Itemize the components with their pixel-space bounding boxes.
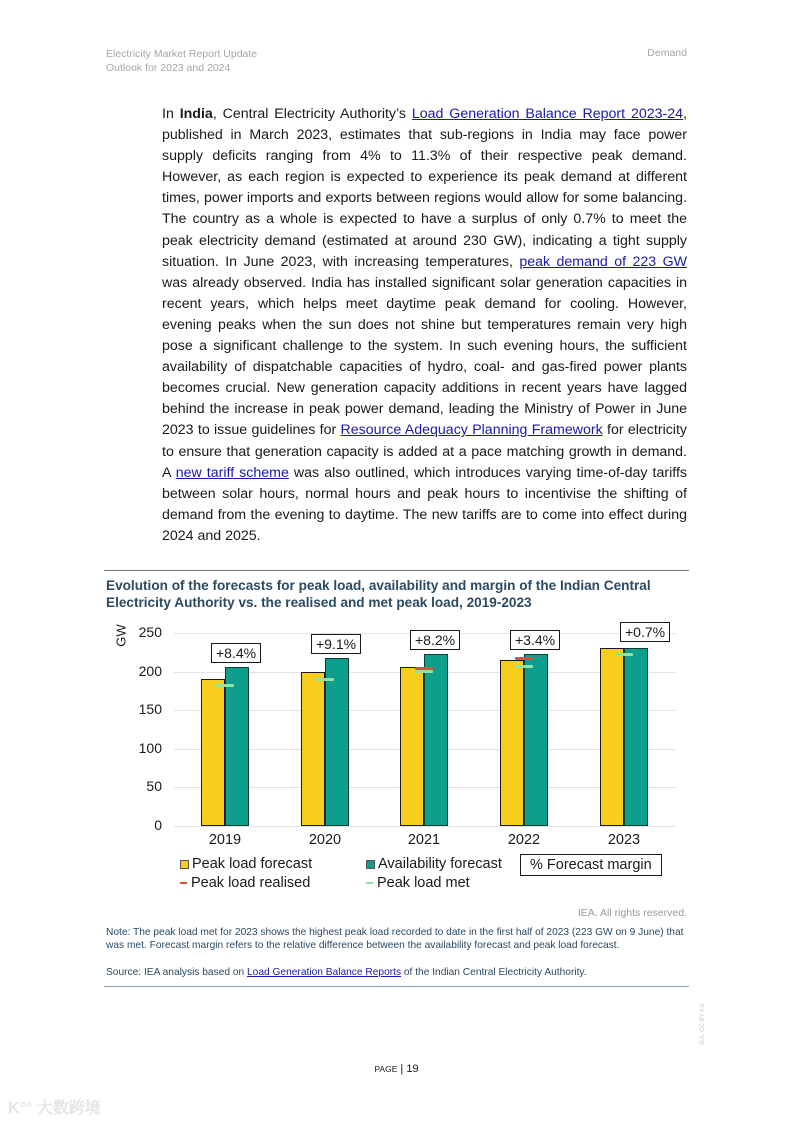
bar-availability-forecast <box>225 667 249 826</box>
license-text: IEA. CC BY 4.0. <box>700 1002 706 1045</box>
text: of the Indian Central Electricity Authority. <box>401 967 587 978</box>
link-tariff-scheme[interactable]: new tariff scheme <box>175 464 289 481</box>
bar-availability-forecast <box>424 654 448 826</box>
figure-title: Evolution of the forecasts for peak load, availability and margin of the Indian Central Electricity Authority vs. the realised and met peak load, 2019-2023 <box>106 578 651 610</box>
figure-bottom-rule <box>104 986 689 987</box>
report-subtitle: Outlook for 2023 and 2024 <box>106 62 231 74</box>
legend-peak-load-forecast <box>180 856 312 872</box>
gridline <box>174 826 676 827</box>
bar-availability-forecast <box>325 658 349 826</box>
legend-line-red <box>180 882 187 884</box>
x-tick-label: 2023 <box>607 832 641 848</box>
watermark: K°° 大数跨境 <box>8 1100 101 1117</box>
x-tick-label: 2022 <box>507 832 541 848</box>
bar-chart <box>104 618 694 898</box>
legend-label: Peak load met <box>377 875 470 891</box>
marker-peak-load-met <box>515 665 533 668</box>
x-tick-label: 2021 <box>407 832 441 848</box>
bar-peak-load-forecast <box>500 660 524 826</box>
y-tick-label: 150 <box>138 701 162 718</box>
text: , Central Electricity Authority’s <box>212 106 412 122</box>
page-number-value: 19 <box>406 1063 419 1075</box>
y-tick-label: 50 <box>146 778 162 795</box>
body-paragraph <box>162 104 687 547</box>
forecast-margin-label: +0.7% <box>620 622 670 642</box>
x-tick-label: 2020 <box>308 832 342 848</box>
text: In <box>162 106 180 122</box>
text: was also outlined, which introduces varying time-of-day tariffs between solar hours, normal hours and peak hours to incentivise the shifting of demand from the evening to daytime. The new tariffs are to come into effect during 2024 and 2025. <box>162 464 687 544</box>
text: was already observed. India has installed significant solar generation capacities in recent years, which helps meet daytime peak demand for cooling. However, evening peaks when the sun does not shine but temperatures remain very high pose a significant challenge to the system. In such evening hours, the sufficient availability of dispatchable capacities of hydro, coal- and gas-fired power plants becomes crucial. New generation capacity additions in recent years have lagged behind the increase in peak power demand, leading the Ministry of Power in June 2023 to issue guidelines for <box>162 274 687 439</box>
y-tick-label: 100 <box>138 739 162 756</box>
marker-peak-load-met <box>615 653 633 656</box>
y-tick-label: 0 <box>154 817 162 833</box>
y-axis-label: GW <box>113 624 129 647</box>
running-header <box>106 47 257 75</box>
text: for electricity to ensure that generation capacity is added at a pace matching growth in demand. A <box>162 422 687 481</box>
bar-peak-load-forecast <box>201 679 225 826</box>
legend-label: Peak load realised <box>191 875 311 891</box>
legend-swatch-teal <box>366 860 375 869</box>
rights-notice: IEA. All rights reserved. <box>577 907 687 919</box>
page-label: PAGE <box>374 1064 398 1074</box>
section-name: Demand <box>647 47 687 59</box>
bar-availability-forecast <box>524 654 548 826</box>
x-tick-label: 2019 <box>208 832 242 848</box>
figure-note: Note: The peak load met for 2023 shows the highest peak load recorded to date in the first half of 2023 (223 GW on 9 June) that was met. Forecast margin refers to the relative difference between the availability forecast and peak load forecast. <box>106 927 684 951</box>
legend-forecast-margin: % Forecast margin <box>520 854 662 876</box>
forecast-margin-label: +8.4% <box>211 643 261 663</box>
bar-peak-load-forecast <box>301 672 325 826</box>
legend-peak-load-realised <box>180 875 310 891</box>
link-peak-demand[interactable]: peak demand of 223 GW <box>519 253 688 270</box>
link-lgbr-reports[interactable]: Load Generation Balance Reports <box>247 967 402 978</box>
figure-source <box>106 967 691 980</box>
report-title: Electricity Market Report Update <box>106 48 258 60</box>
figure-top-rule <box>104 570 689 571</box>
legend-availability-forecast <box>366 856 502 872</box>
legend-swatch-yellow <box>180 860 189 869</box>
legend-label: Peak load forecast <box>192 856 313 872</box>
marker-peak-load-met <box>415 670 433 673</box>
bar-availability-forecast <box>624 648 648 826</box>
legend-line-green <box>366 882 373 884</box>
link-lgbr-report[interactable]: Load Generation Balance Report 2023-24 <box>411 106 684 122</box>
text: Source: IEA analysis based on <box>106 967 248 978</box>
link-resource-adequacy[interactable]: Resource Adequacy Planning Framework <box>340 422 603 439</box>
bar-peak-load-forecast <box>400 667 424 826</box>
legend-peak-load-met <box>366 875 470 891</box>
bar-peak-load-forecast <box>600 648 624 826</box>
marker-peak-load-met <box>216 684 234 687</box>
bold-india: India <box>179 106 213 122</box>
marker-peak-load-met <box>316 678 334 681</box>
legend-label: Availability forecast <box>378 856 502 872</box>
forecast-margin-label: +3.4% <box>510 630 560 650</box>
forecast-margin-label: +8.2% <box>410 630 460 650</box>
y-tick-label: 200 <box>138 662 162 679</box>
text: , published in March 2023, estimates that sub-regions in India may face power supply deficits ranging from 4% to 11.3% of their respective peak demand. However, as each region is expected to experience its peak demand at different times, power imports and exports between regions would allow for some balancing. The country as a whole is expected to have a surplus of only 0.7% to meet the peak electricity demand (estimated at around 230 GW), indicating a tight supply situation. In June 2023, with increasing temperatures, <box>162 106 687 270</box>
y-tick-label: 250 <box>138 624 162 640</box>
forecast-margin-label: +9.1% <box>311 634 361 654</box>
page-number: PAGE | 19 <box>374 1063 419 1075</box>
